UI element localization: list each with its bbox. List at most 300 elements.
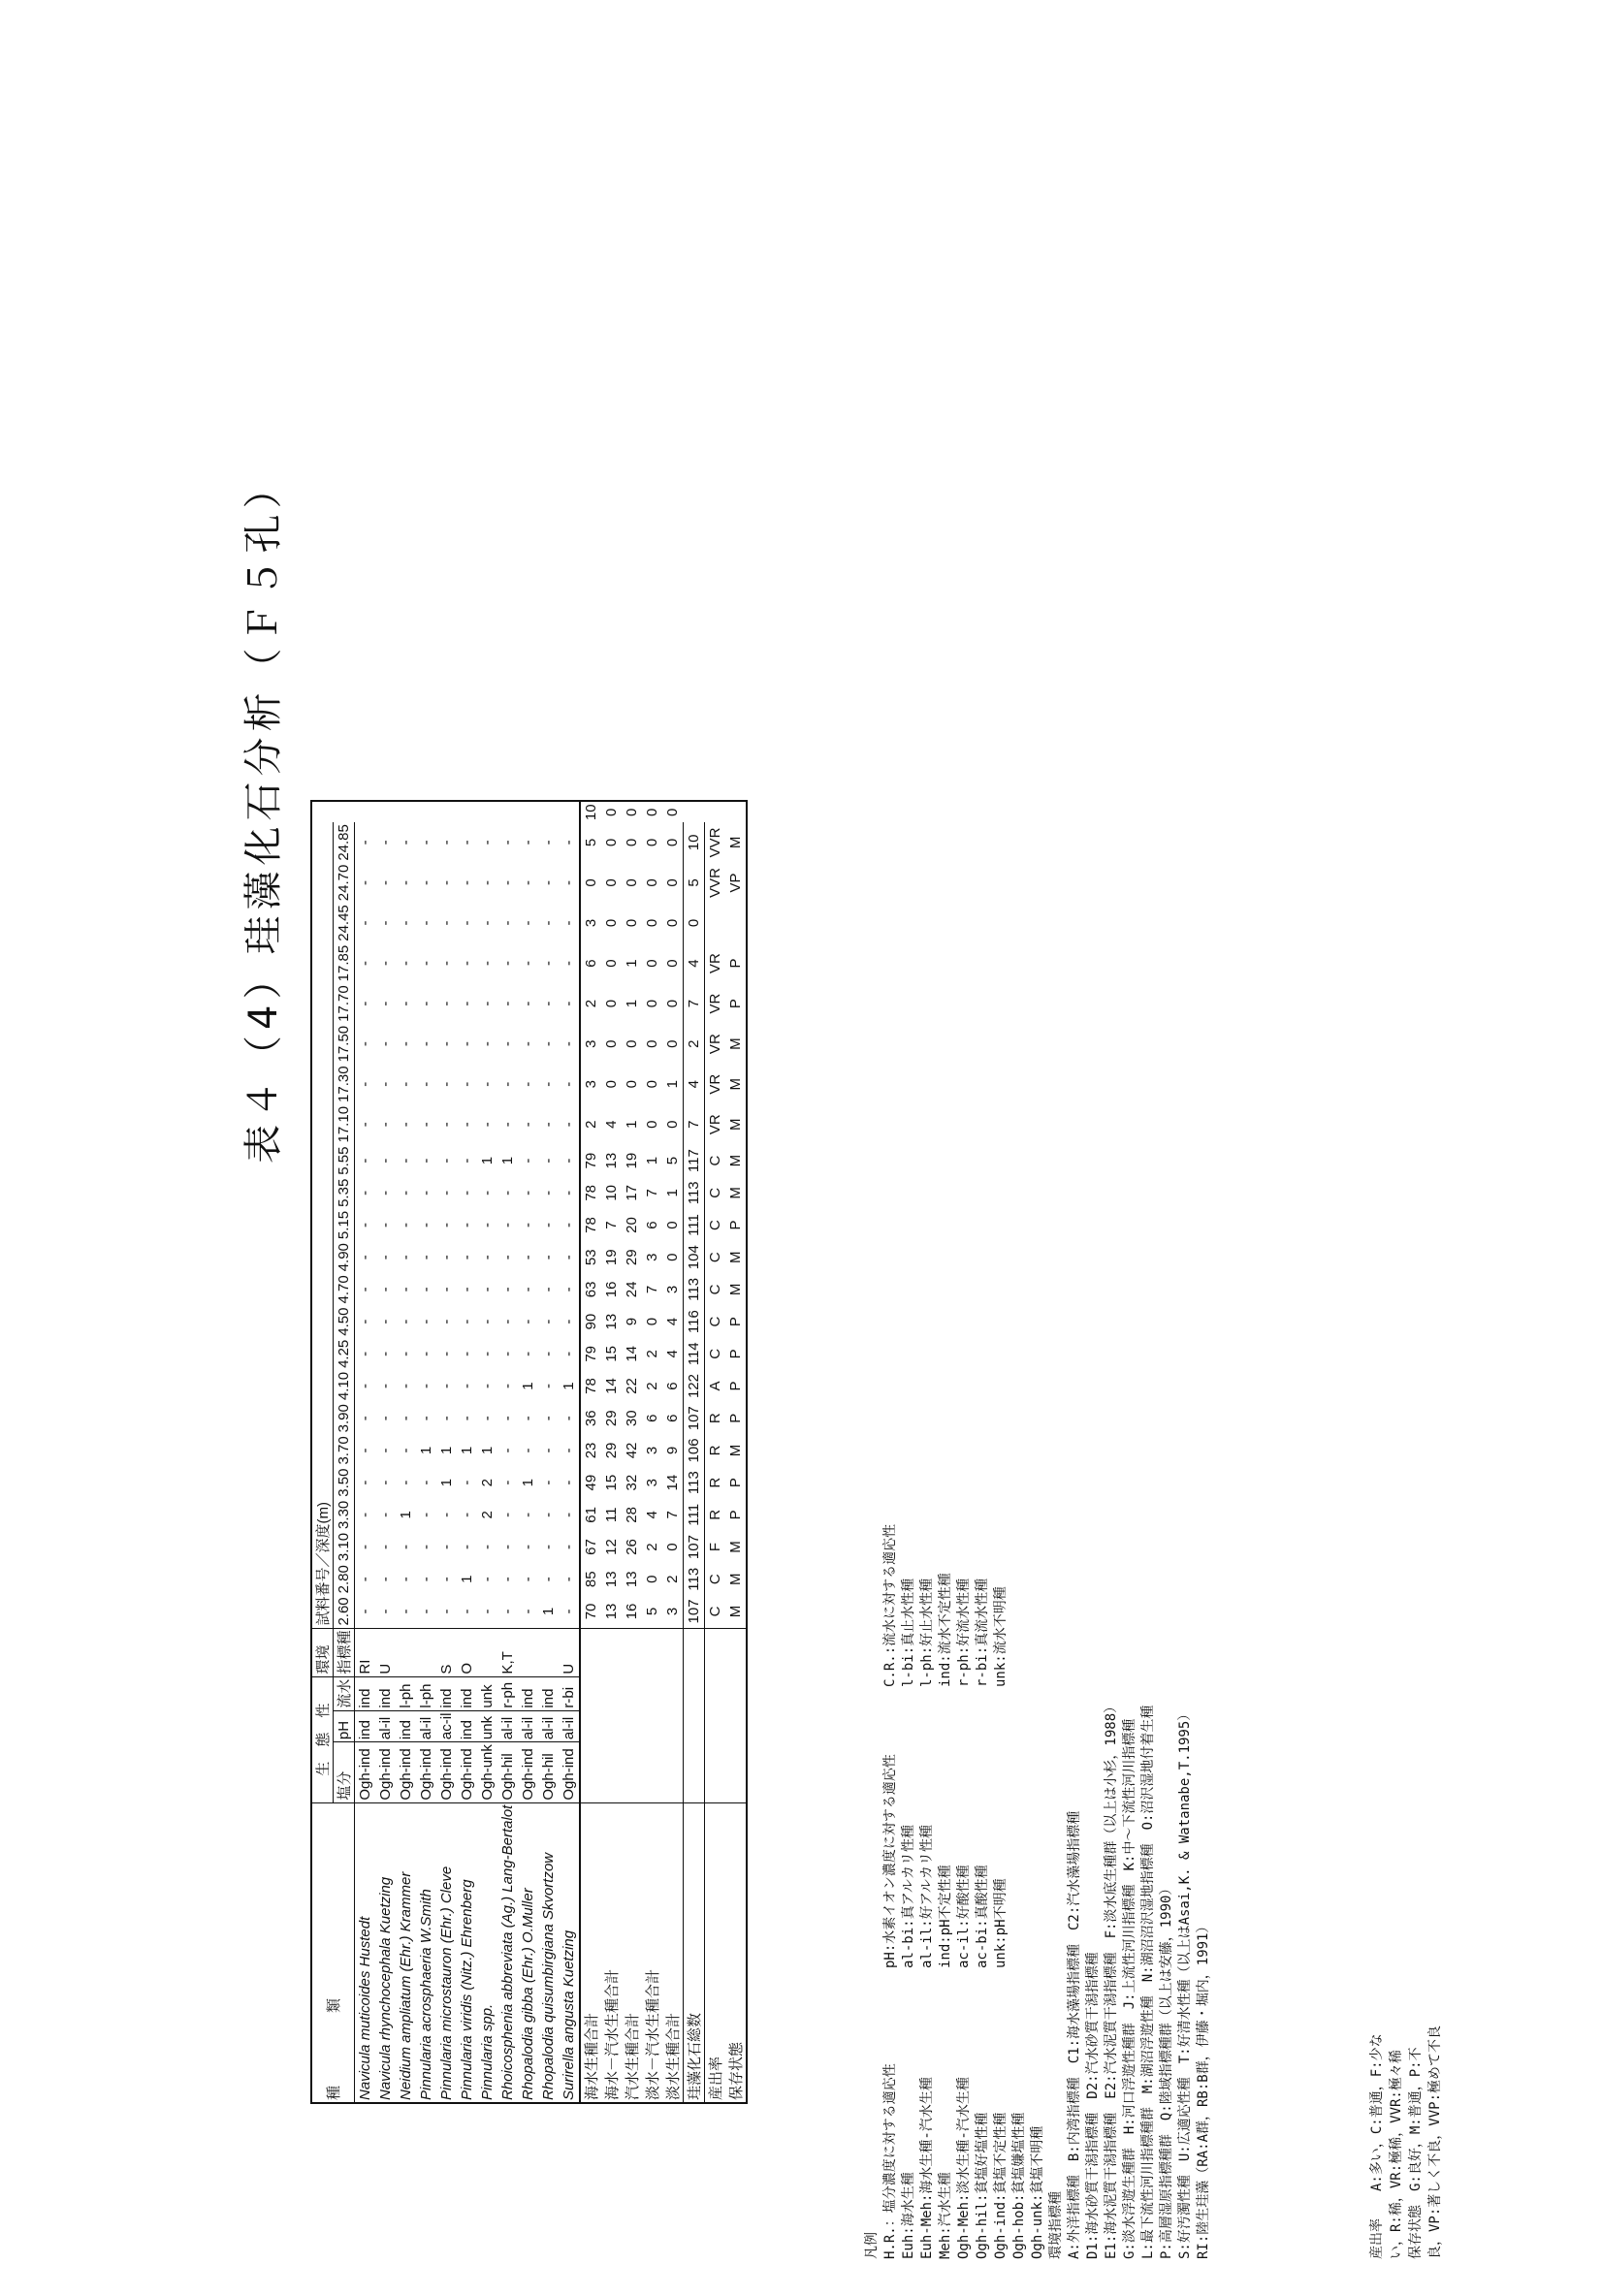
legend-row <box>955 1416 974 2259</box>
count-cell: - <box>398 1319 414 1324</box>
count-cell: - <box>540 1545 557 1550</box>
species-name: Neidium ampliatum (Ehr.) Krammer <box>396 1802 416 2103</box>
summary-cell: 113 <box>684 1467 705 1499</box>
summary-row <box>662 801 684 2103</box>
count-cell: - <box>438 1001 455 1006</box>
summary-cell: A <box>705 1370 726 1402</box>
count-cell: - <box>561 1319 577 1324</box>
count-cell: - <box>357 1158 373 1164</box>
depth-col-header: 5.35 <box>334 1177 355 1209</box>
species-name: Rhoicosphenia abbreviata (Ag.) Lang-Bertalot <box>497 1802 518 2103</box>
count-cell: - <box>520 1448 536 1453</box>
summary-cell: 6 <box>664 1414 681 1422</box>
count-cell: - <box>377 1122 394 1128</box>
count-cell: - <box>357 920 373 926</box>
summary-cell: 79 <box>580 1145 601 1177</box>
count-cell: - <box>540 1122 557 1128</box>
count-cell: 1 <box>479 1446 496 1455</box>
count-cell: - <box>418 1319 434 1324</box>
summary-cell: 111 <box>684 1499 705 1531</box>
ph-cell: ind <box>355 1710 376 1742</box>
indicator-cell <box>538 1628 559 1676</box>
table-body <box>355 801 748 2103</box>
legend-left-item: Euh-Meh:海水生種-汽水生種 <box>919 2077 935 2259</box>
summary-cell: M <box>727 1037 744 1050</box>
ph-cell: al-il <box>497 1710 518 1742</box>
species-row <box>518 801 538 2103</box>
legend-left-item: Ogh-ind:貧塩不定性種 <box>993 2112 1009 2259</box>
species-name: Pinnularia spp. <box>477 1802 497 2103</box>
depth-col-header: 17.70 <box>334 983 355 1024</box>
count-cell: - <box>459 1001 475 1006</box>
env-indicator-heading: 環境指標種 <box>1048 2191 1064 2259</box>
summary-cell: 4 <box>664 1350 681 1358</box>
count-cell: - <box>561 1158 577 1164</box>
count-cell: - <box>499 961 516 967</box>
species-row <box>375 801 396 2103</box>
count-cell: - <box>398 1122 414 1128</box>
count-cell: - <box>499 1255 516 1260</box>
current-cell: ind <box>355 1676 376 1710</box>
summary-row <box>580 801 601 2103</box>
count-cell: - <box>540 961 557 967</box>
count-cell: - <box>438 1319 455 1324</box>
species-row <box>396 801 416 2103</box>
count-cell: 2 <box>479 1478 496 1487</box>
summary-cell: 0 <box>603 959 620 968</box>
count-cell: - <box>418 1223 434 1228</box>
summary-cell: 0 <box>684 903 705 943</box>
summary-cell: 0 <box>603 838 620 847</box>
legend-left-item: Ogh-hob:貧塩嫌塩性種 <box>1011 2112 1027 2259</box>
count-cell: - <box>520 1255 536 1260</box>
count-cell: - <box>520 879 536 885</box>
summary-row <box>705 801 726 2103</box>
count-cell: - <box>377 920 394 926</box>
summary-cell: 7 <box>684 983 705 1024</box>
depth-col-header: 4.50 <box>334 1306 355 1338</box>
count-cell: - <box>561 1081 577 1087</box>
count-cell: - <box>499 1545 516 1550</box>
count-cell: - <box>398 1287 414 1292</box>
indicator-cell: O <box>457 1628 477 1676</box>
count-cell: - <box>561 1190 577 1196</box>
count-cell: - <box>398 1416 414 1421</box>
count-cell: - <box>418 1255 434 1260</box>
summary-cell: 0 <box>603 1080 620 1089</box>
count-cell: - <box>418 840 434 845</box>
summary-cell: 2 <box>644 1382 660 1390</box>
count-cell: - <box>561 1545 577 1550</box>
count-cell: - <box>520 1001 536 1006</box>
count-cell: - <box>459 1351 475 1356</box>
count-cell: - <box>520 840 536 845</box>
summary-cell: 13 <box>603 1571 620 1588</box>
count-cell: - <box>377 1577 394 1582</box>
summary-cell: 11 <box>603 1507 620 1523</box>
legend-middle-item: al-il:好アルカリ性種 <box>919 1824 935 1968</box>
count-cell: - <box>540 920 557 926</box>
depth-col-header: 3.10 <box>334 1531 355 1563</box>
count-cell: - <box>561 1448 577 1453</box>
summary-cell: 0 <box>603 878 620 887</box>
summary-cell: 0 <box>644 1120 660 1129</box>
count-cell: - <box>540 1319 557 1324</box>
summary-cell: 106 <box>684 1434 705 1466</box>
depth-col-header: 17.50 <box>334 1024 355 1065</box>
salinity-cell: Ogh-ind <box>396 1742 416 1803</box>
summary-cell: 15 <box>603 1474 620 1491</box>
count-cell: - <box>520 1190 536 1196</box>
count-cell: - <box>499 879 516 885</box>
count-cell: - <box>377 1416 394 1421</box>
count-cell: - <box>479 1223 496 1228</box>
summary-cell: 7 <box>644 1285 660 1294</box>
species-header: 種 類 <box>311 1802 355 2103</box>
count-cell: - <box>540 840 557 845</box>
count-cell: - <box>377 1190 394 1196</box>
depth-col-header: 3.30 <box>334 1499 355 1531</box>
count-cell: - <box>561 961 577 967</box>
summary-cell: 0 <box>644 878 660 887</box>
count-cell: - <box>499 1480 516 1485</box>
count-cell: - <box>540 1190 557 1196</box>
count-cell: - <box>499 1384 516 1389</box>
count-cell: - <box>561 1416 577 1421</box>
summary-cell: 0 <box>603 918 620 928</box>
count-cell: - <box>398 1384 414 1389</box>
summary-cell: 4 <box>684 1064 705 1104</box>
count-cell: - <box>520 1319 536 1324</box>
summary-cell: 0 <box>644 1080 660 1089</box>
count-cell: - <box>459 1041 475 1047</box>
summary-cell: 0 <box>603 808 620 816</box>
ph-cell: al-il <box>559 1710 580 1742</box>
count-cell: - <box>398 1545 414 1550</box>
ph-cell: ac-il <box>436 1710 457 1742</box>
summary-cell: 107 <box>684 1595 705 1628</box>
count-cell: - <box>479 1416 496 1421</box>
summary-cell: 13 <box>603 1603 620 1620</box>
summary-cell: 17 <box>624 1184 640 1201</box>
count-cell: - <box>377 1001 394 1006</box>
abundance-note: 産出率 A:多い，C:普通，F:少ない，R:稀，VR:極稀，VVR:極々稀 <box>1369 2033 1404 2259</box>
summary-cell: C <box>705 1563 726 1595</box>
summary-cell: VVR <box>705 863 726 904</box>
summary-cell: 0 <box>624 1080 640 1089</box>
summary-cell: P <box>727 1413 744 1423</box>
summary-cell: 85 <box>580 1563 601 1595</box>
summary-cell: 0 <box>644 1039 660 1048</box>
summary-cell: 9 <box>624 1317 640 1326</box>
summary-cell: 12 <box>603 1539 620 1555</box>
count-cell: - <box>561 1122 577 1128</box>
count-cell: - <box>377 1384 394 1389</box>
count-cell: - <box>561 1255 577 1260</box>
summary-cell: 0 <box>664 959 681 968</box>
count-cell: - <box>357 1190 373 1196</box>
summary-cell: 0 <box>644 918 660 928</box>
count-cell: - <box>520 920 536 926</box>
summary-cell: 0 <box>664 1221 681 1229</box>
count-cell: - <box>438 1416 455 1421</box>
depth-col-header: 4.70 <box>334 1273 355 1305</box>
summary-cell: 2 <box>580 1104 601 1145</box>
summary-cell <box>705 903 726 943</box>
legend-right-item: unk:流水不明種 <box>993 1586 1009 1687</box>
count-cell: - <box>377 1448 394 1453</box>
count-cell: - <box>418 1081 434 1087</box>
count-cell: - <box>499 1081 516 1087</box>
legend-left-item: Euh:海水生種 <box>901 2172 916 2259</box>
count-cell: - <box>540 1448 557 1453</box>
salinity-cell: Ogh-ind <box>457 1742 477 1803</box>
legend-row <box>1029 1416 1047 2259</box>
summary-cell: 4 <box>644 1511 660 1519</box>
legend-row <box>918 1416 937 2259</box>
summary-cell: M <box>727 836 744 849</box>
summary-cell: 67 <box>580 1531 601 1563</box>
count-cell: - <box>438 1190 455 1196</box>
count-cell: - <box>398 1158 414 1164</box>
count-cell: - <box>459 1223 475 1228</box>
summary-cell: 1 <box>624 1120 640 1129</box>
count-cell: - <box>357 1122 373 1128</box>
count-cell: - <box>520 1122 536 1128</box>
count-cell: - <box>357 1255 373 1260</box>
count-cell: - <box>398 840 414 845</box>
count-cell: - <box>520 1081 536 1087</box>
count-cell: - <box>540 1480 557 1485</box>
count-cell: - <box>357 1577 373 1582</box>
summary-cell: F <box>705 1531 726 1563</box>
depth-header: 試料番号／深度(m) <box>311 822 334 1628</box>
depth-col-header: 17.30 <box>334 1064 355 1104</box>
count-cell: - <box>418 1416 434 1421</box>
salinity-cell: Ogh-unk <box>477 1742 497 1803</box>
summary-cell: R <box>705 1499 726 1531</box>
summary-cell: 13 <box>603 1152 620 1169</box>
legend-left-item: Meh:汽水生種 <box>938 2172 953 2259</box>
count-cell: - <box>377 1255 394 1260</box>
summary-cell: M <box>727 1251 744 1263</box>
current-cell: ind <box>457 1676 477 1710</box>
summary-cell: 104 <box>684 1241 705 1273</box>
count-cell: - <box>438 1512 455 1517</box>
salinity-cell: Ogh-ind <box>416 1742 436 1803</box>
summary-label: 海水－汽水生種合計 <box>601 1802 622 2103</box>
summary-cell: 3 <box>644 1253 660 1261</box>
indicator-cell: K,T <box>497 1628 518 1676</box>
summary-cell: 2 <box>684 1024 705 1065</box>
summary-cell: 0 <box>580 863 601 904</box>
count-cell: - <box>561 879 577 885</box>
indicator-cell: U <box>559 1628 580 1676</box>
summary-cell: 26 <box>624 1539 640 1555</box>
count-cell: - <box>479 1545 496 1550</box>
summary-cell: 0 <box>644 838 660 847</box>
summary-cell: 0 <box>624 918 640 928</box>
summary-cell: 0 <box>603 1039 620 1048</box>
diatom-table-container <box>310 800 748 2104</box>
count-cell: - <box>418 879 434 885</box>
summary-cell: M <box>727 1154 744 1167</box>
count-cell: - <box>459 1545 475 1550</box>
legend-middle-item: ac-il:好酸性種 <box>956 1865 972 1968</box>
summary-blank <box>601 1628 622 1802</box>
depth-col-header: 5.15 <box>334 1209 355 1241</box>
summary-cell: 61 <box>580 1499 601 1531</box>
count-cell: - <box>561 1480 577 1485</box>
salinity-cell: Ogh-ind <box>355 1742 376 1803</box>
env-indicator-line: G:淡水浮遊生種群 H:河口浮遊性種群 J:上流性河川指標種 K:中～下流性河川指標種 <box>1122 1718 1137 2259</box>
summary-cell: 16 <box>624 1603 640 1620</box>
env-indicator-line: RI:陸生珪藻（RA:A群，RB:B群，伊藤・堀内，1991） <box>1196 1919 1211 2259</box>
summary-cell: 3 <box>664 1285 681 1294</box>
summary-row <box>601 801 622 2103</box>
summary-label: 淡水－汽水生種合計 <box>642 1802 662 2103</box>
species-row <box>457 801 477 2103</box>
summary-cell: VVR <box>705 822 726 863</box>
count-cell: - <box>377 1081 394 1087</box>
legend-heading: 凡例 <box>864 2232 880 2259</box>
summary-cell: 49 <box>580 1467 601 1499</box>
count-cell: - <box>499 1001 516 1006</box>
count-cell: - <box>357 1041 373 1047</box>
summary-cell: 4 <box>664 1317 681 1326</box>
species-row <box>355 801 376 2103</box>
count-cell: 1 <box>520 1382 536 1390</box>
indicator-cell: U <box>375 1628 396 1676</box>
count-cell: - <box>540 1287 557 1292</box>
summary-label: 珪藻化石総数 <box>684 1802 705 2103</box>
summary-cell: 1 <box>624 959 640 968</box>
summary-cell: 7 <box>603 1221 620 1229</box>
count-cell: - <box>459 1512 475 1517</box>
count-cell: - <box>357 1545 373 1550</box>
count-cell: - <box>459 840 475 845</box>
summary-cell: R <box>705 1402 726 1434</box>
count-cell: - <box>357 1319 373 1324</box>
count-cell: - <box>377 879 394 885</box>
legend-row <box>937 1416 955 2259</box>
summary-label: 海水生種合計 <box>580 1802 601 2103</box>
summary-cell: M <box>727 1573 744 1585</box>
summary-cell: C <box>705 1177 726 1209</box>
current-cell: ind <box>436 1676 457 1710</box>
count-cell: - <box>357 840 373 845</box>
depth-col-header: 24.70 <box>334 863 355 904</box>
ph-cell: al-il <box>538 1710 559 1742</box>
summary-cell: M <box>727 1077 744 1091</box>
summary-cell: 3 <box>644 1446 660 1455</box>
count-cell: - <box>438 1223 455 1228</box>
env-indicator-line: E1:海水泥質干潟指標種 E2:汽水泥質干潟指標種 F:淡水底生種群（以上は小杉，1988） <box>1104 1699 1119 2259</box>
legend-right-item: C.R.:流水に対する適応性 <box>882 1523 898 1687</box>
count-cell: - <box>479 1287 496 1292</box>
env-indicator-line: D1:海水砂質干潟指標種 D2:汽水砂質干潟指標種 <box>1085 1952 1101 2259</box>
summary-cell <box>725 903 747 943</box>
summary-blank <box>622 1628 642 1802</box>
summary-cell: 6 <box>664 1382 681 1390</box>
count-cell: - <box>499 1609 516 1614</box>
count-cell: - <box>479 1255 496 1260</box>
summary-cell: 32 <box>624 1474 640 1491</box>
depth-col-header: 24.85 <box>334 822 355 863</box>
species-row <box>436 801 457 2103</box>
species-row <box>497 801 518 2103</box>
count-cell: - <box>418 1041 434 1047</box>
count-cell: - <box>540 1577 557 1582</box>
depth-col-header: 2.60 <box>334 1595 355 1628</box>
count-cell: - <box>459 1122 475 1128</box>
summary-cell: 107 <box>684 1531 705 1563</box>
summary-row <box>684 801 705 2103</box>
count-cell: - <box>377 1609 394 1614</box>
summary-cell: 13 <box>603 1313 620 1330</box>
count-cell: - <box>398 961 414 967</box>
summary-cell: C <box>705 1241 726 1273</box>
preservation-note: 保存状態 G:良好，M:普通，P:不良，VP:著しく不良，VVP:極めて不良 <box>1408 2025 1443 2259</box>
count-cell: - <box>398 920 414 926</box>
count-cell: - <box>418 1351 434 1356</box>
summary-cell: C <box>705 1273 726 1305</box>
env-indicator-list <box>1066 1416 1213 2259</box>
summary-cell: 3 <box>644 1478 660 1487</box>
count-cell: - <box>479 1609 496 1614</box>
count-cell: - <box>459 1609 475 1614</box>
count-cell: - <box>499 1351 516 1356</box>
legend-middle-item: ac-bi:真酸性種 <box>975 1865 990 1968</box>
count-cell: - <box>479 1041 496 1047</box>
summary-cell: C <box>705 1306 726 1338</box>
count-cell: - <box>459 1190 475 1196</box>
species-name: Navicula rhynchocephala Kuetzing <box>375 1802 396 2103</box>
count-cell: - <box>520 1416 536 1421</box>
summary-label: 保存状態 <box>725 1802 747 2103</box>
count-cell: - <box>520 1223 536 1228</box>
count-cell: - <box>561 840 577 845</box>
summary-cell: 0 <box>664 878 681 887</box>
summary-cell: R <box>705 1434 726 1466</box>
summary-cell: P <box>727 1220 744 1230</box>
count-cell: - <box>377 1223 394 1228</box>
current-subheader: 流水 <box>334 1676 355 1710</box>
count-cell: - <box>479 840 496 845</box>
ph-cell: al-il <box>416 1710 436 1742</box>
depth-col-header: 3.90 <box>334 1402 355 1434</box>
count-cell: - <box>540 1223 557 1228</box>
count-cell: 1 <box>418 1446 434 1455</box>
count-cell: - <box>459 1480 475 1485</box>
count-cell: - <box>357 1448 373 1453</box>
summary-cell: 0 <box>664 808 682 816</box>
count-cell: - <box>357 961 373 967</box>
summary-label: 淡水生種合計 <box>662 1802 684 2103</box>
summary-cell: VR <box>705 1104 726 1145</box>
summary-cell: 10 <box>603 1184 620 1201</box>
summary-cell: 5 <box>664 1156 681 1165</box>
depth-col-header: 4.25 <box>334 1338 355 1370</box>
count-cell: - <box>540 879 557 885</box>
count-cell: - <box>418 1001 434 1006</box>
summary-cell: VR <box>705 1024 726 1065</box>
legend-row <box>1010 1416 1029 2259</box>
count-cell: - <box>438 1384 455 1389</box>
count-cell: - <box>459 1287 475 1292</box>
legend-row <box>974 1416 992 2259</box>
species-row <box>477 801 497 2103</box>
